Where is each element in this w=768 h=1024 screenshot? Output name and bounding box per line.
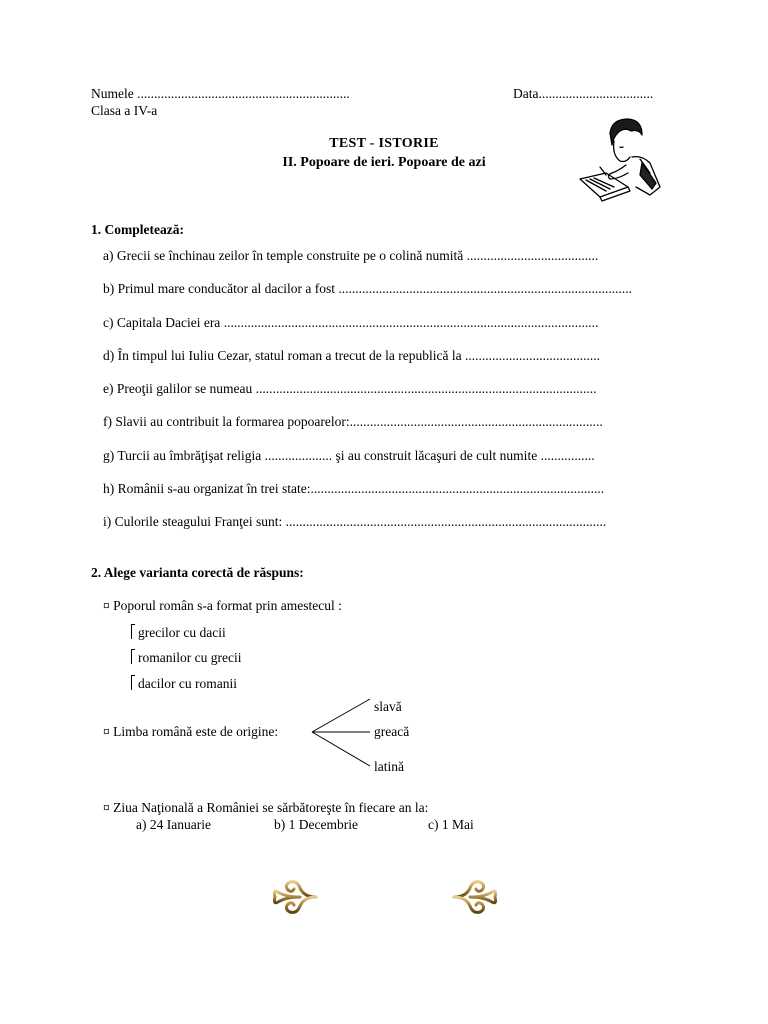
bullet-icon: ¤ bbox=[103, 724, 110, 739]
fill-item-text: f) Slavii au contribuit la formarea popoarelor: bbox=[103, 414, 350, 429]
fill-item-text: g) Turcii au îmbrăţişat religia bbox=[103, 448, 262, 463]
section1-heading: 1. Completează: bbox=[91, 222, 184, 237]
answer-blank[interactable]: ........................................ bbox=[464, 348, 600, 363]
answer-blank[interactable]: ............................................................................................... bbox=[285, 514, 607, 529]
option-label: romanilor cu grecii bbox=[138, 650, 242, 665]
fill-item-f bbox=[103, 414, 603, 430]
page-title: TEST - ISTORIE bbox=[329, 136, 439, 151]
option-3c[interactable]: c) 1 Mai bbox=[428, 817, 474, 832]
answer-blank[interactable]: .................... bbox=[264, 448, 333, 463]
fill-item-text: d) În timpul lui Iuliu Cezar, statul roman a trecut de la republică la bbox=[103, 348, 462, 363]
option-bracket-icon bbox=[131, 649, 135, 664]
fill-item-g bbox=[103, 448, 595, 464]
decorative-divider-icon bbox=[270, 872, 500, 922]
answer-blank[interactable]: ............................................................................................................... bbox=[223, 315, 599, 330]
name-label: Numele bbox=[91, 86, 134, 101]
section2-heading: 2. Alege varianta corectă de răspuns: bbox=[91, 565, 304, 580]
option-2a[interactable]: slavă bbox=[374, 699, 402, 714]
bullet-icon: ¤ bbox=[103, 598, 110, 613]
option-label: dacilor cu romanii bbox=[138, 676, 237, 691]
branch-lines bbox=[310, 696, 372, 770]
option-1b[interactable] bbox=[131, 649, 241, 666]
fill-item-b bbox=[103, 281, 632, 297]
fill-item-text: e) Preoţii galilor se numeau bbox=[103, 381, 253, 396]
student-writing-icon bbox=[576, 113, 674, 209]
answer-blank[interactable]: ........................................................................... bbox=[349, 414, 603, 429]
name-dots: ............................................................... bbox=[137, 86, 350, 101]
question-text: Poporul român s-a format prin amestecul : bbox=[113, 598, 342, 613]
option-2c[interactable]: latină bbox=[374, 759, 404, 774]
answer-blank[interactable]: ....................................................................................... bbox=[338, 281, 633, 296]
option-1c[interactable] bbox=[131, 675, 237, 692]
fill-item-text: c) Capitala Daciei era bbox=[103, 315, 221, 330]
fill-item-text: h) Românii s-au organizat în trei state: bbox=[103, 481, 311, 496]
question-2 bbox=[103, 724, 278, 740]
answer-blank[interactable]: ....................................... bbox=[466, 248, 599, 263]
question-3 bbox=[103, 800, 428, 816]
option-bracket-icon bbox=[131, 624, 135, 639]
page-subtitle: II. Popoare de ieri. Popoare de azi bbox=[282, 155, 486, 170]
answer-blank[interactable]: ................ bbox=[540, 448, 595, 463]
fill-item-h bbox=[103, 481, 604, 497]
fill-item-e bbox=[103, 381, 596, 397]
fill-item-text: şi au construit lăcaşuri de cult numite bbox=[335, 448, 538, 463]
class-label: Clasa a IV-a bbox=[91, 103, 158, 118]
question-1 bbox=[103, 598, 342, 614]
bullet-icon: ¤ bbox=[103, 800, 110, 815]
date-dots: .................................. bbox=[538, 86, 654, 101]
option-1a[interactable] bbox=[131, 624, 226, 641]
date-field bbox=[513, 86, 653, 102]
fill-item-a bbox=[103, 248, 598, 264]
option-3a[interactable]: a) 24 Ianuarie bbox=[136, 817, 211, 832]
question-text: Limba română este de origine: bbox=[113, 724, 279, 739]
option-label: grecilor cu dacii bbox=[138, 625, 226, 640]
answer-blank[interactable]: ....................................................................................... bbox=[310, 481, 605, 496]
fill-item-i bbox=[103, 514, 606, 530]
fill-item-text: b) Primul mare conducător al dacilor a fost bbox=[103, 281, 336, 296]
name-field bbox=[91, 86, 350, 102]
option-3b[interactable]: b) 1 Decembrie bbox=[274, 817, 358, 832]
answer-blank[interactable]: ..................................................................................................... bbox=[255, 381, 597, 396]
option-2b[interactable]: greacă bbox=[374, 724, 410, 739]
question-text: Ziua Naţională a României se sărbătoreşte în fiecare an la: bbox=[113, 800, 429, 815]
date-label: Data bbox=[513, 86, 539, 101]
fill-item-text: i) Culorile steagului Franţei sunt: bbox=[103, 514, 283, 529]
option-bracket-icon bbox=[131, 675, 135, 690]
fill-item-c bbox=[103, 315, 598, 331]
fill-item-d bbox=[103, 348, 600, 364]
fill-item-text: a) Grecii se închinau zeilor în temple construite pe o colină numită bbox=[103, 248, 464, 263]
